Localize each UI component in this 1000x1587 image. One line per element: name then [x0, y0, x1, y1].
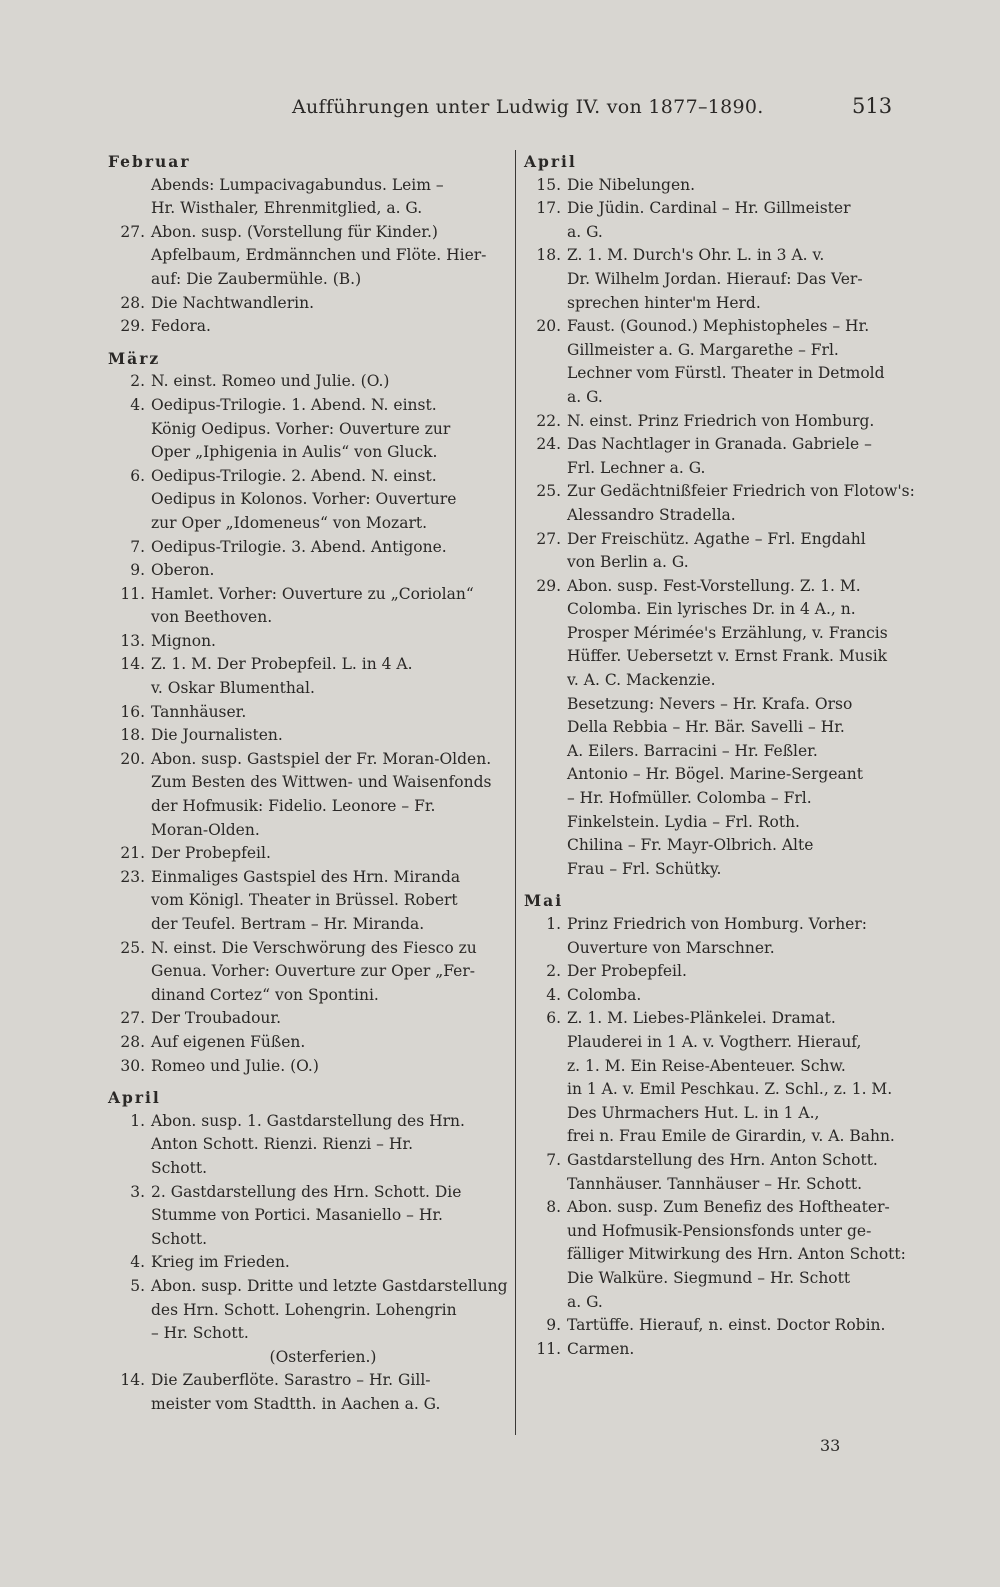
performance-entry	[108, 583, 508, 630]
entry-text	[151, 1110, 508, 1181]
entry-line: Tartüffe. Hierauf, n. einst. Doctor Robin.	[567, 1316, 886, 1335]
entry-line: Die Nibelungen.	[567, 175, 696, 194]
performance-entry	[524, 960, 924, 984]
entry-line: Apfelbaum, Erdmännchen und Flöte. Hier-	[151, 246, 487, 265]
performance-entry	[108, 559, 508, 583]
entry-text	[151, 292, 508, 316]
entry-line: N. einst. Romeo und Julie. (O.)	[151, 372, 390, 391]
performance-entry	[108, 370, 508, 394]
signature-mark: 33	[820, 1436, 841, 1455]
entry-line: meister vom Stadtth. in Aachen a. G.	[151, 1394, 441, 1413]
entry-line: Abon. susp. Fest-Vorstellung. Z. 1. M.	[567, 576, 861, 595]
entry-line: Della Rebbia – Hr. Bär. Savelli – Hr.	[567, 718, 845, 737]
month-heading: April	[524, 152, 577, 171]
entry-line: Gillmeister a. G. Margarethe – Frl.	[567, 340, 839, 359]
entry-line: Z. 1. M. Der Probepfeil. L. in 4 A.	[151, 655, 413, 674]
entry-line: N. einst. Die Verschwörung des Fiesco zu	[151, 938, 477, 957]
entry-text	[567, 1338, 924, 1362]
entry-line: von Berlin a. G.	[567, 553, 689, 572]
entry-line: Oedipus-Trilogie. 2. Abend. N. einst.	[151, 466, 437, 485]
entry-line: fälliger Mitwirkung des Hrn. Anton Schott:	[567, 1245, 906, 1264]
entry-line: Fedora.	[151, 317, 211, 336]
entry-text	[151, 937, 508, 1008]
entry-day-number: 4.	[546, 985, 561, 1004]
entry-day-number: 28.	[120, 1032, 145, 1051]
entry-line: Z. 1. M. Durch's Ohr. L. in 3 A. v.	[567, 246, 825, 265]
entry-text	[567, 174, 924, 198]
performance-entry	[108, 1007, 508, 1031]
entry-day-number: 5.	[130, 1276, 145, 1295]
entry-day-number: 16.	[120, 702, 145, 721]
entry-line: Die Journalisten.	[151, 726, 283, 745]
entry-day-number: 20.	[120, 749, 145, 768]
month-heading: Februar	[108, 152, 191, 171]
performance-entry	[524, 244, 924, 315]
entry-text	[567, 913, 924, 960]
entry-line: Die Nachtwandlerin.	[151, 293, 314, 312]
entry-text	[151, 866, 508, 937]
entry-line: Lechner vom Fürstl. Theater in Detmold	[567, 364, 885, 383]
entry-line: Der Troubadour.	[151, 1009, 282, 1028]
entry-day-number: 27.	[536, 529, 561, 548]
entry-line: Schott.	[151, 1229, 207, 1248]
entry-day-number: 29.	[120, 317, 145, 336]
entry-line: – Hr. Hofmüller. Colomba – Frl.	[567, 789, 812, 808]
entry-line: Alessandro Stradella.	[567, 505, 736, 524]
column-divider	[515, 150, 516, 1435]
performance-entry	[108, 937, 508, 1008]
entry-day-number: 18.	[536, 246, 561, 265]
entry-line: in 1 A. v. Emil Peschkau. Z. Schl., z. 1. M.	[567, 1080, 893, 1099]
entry-line: Oedipus-Trilogie. 1. Abend. N. einst.	[151, 395, 437, 414]
entry-line: v. A. C. Mackenzie.	[567, 671, 716, 690]
entry-line: Zur Gedächtnißfeier Friedrich von Flotow's:	[567, 482, 915, 501]
entry-day-number	[108, 174, 151, 221]
entry-day-number: 1.	[130, 1111, 145, 1130]
entry-line: Einmaliges Gastspiel des Hrn. Miranda	[151, 867, 461, 886]
entry-line: Abon. susp. 1. Gastdarstellung des Hrn.	[151, 1111, 465, 1130]
entry-line: Mignon.	[151, 631, 216, 650]
month-heading: April	[108, 1088, 161, 1108]
performance-entry	[524, 1338, 924, 1362]
entry-text	[567, 1196, 924, 1314]
entry-line: und Hofmusik-Pensionsfonds unter ge-	[567, 1221, 872, 1240]
entry-text	[151, 221, 508, 292]
entry-text	[567, 960, 924, 984]
entry-text	[151, 1007, 508, 1031]
performance-entry	[108, 866, 508, 937]
entry-text	[151, 724, 508, 748]
entry-line: Frau – Frl. Schütky.	[567, 859, 722, 878]
entry-day-number: 29.	[536, 576, 561, 595]
entry-text	[567, 433, 924, 480]
entry-text	[151, 1181, 508, 1252]
entry-line: – Hr. Schott.	[151, 1324, 249, 1343]
performance-entry	[108, 1251, 508, 1275]
entry-text	[151, 394, 508, 465]
entry-line: A. Eilers. Barracini – Hr. Feßler.	[567, 741, 818, 760]
entry-text	[151, 748, 508, 842]
entry-line: Abon. susp. Gastspiel der Fr. Moran-Olden.	[151, 749, 492, 768]
entry-line: Tannhäuser. Tannhäuser – Hr. Schott.	[567, 1174, 862, 1193]
entry-line: Abon. susp. (Vorstellung für Kinder.)	[151, 222, 438, 241]
entry-text	[151, 174, 508, 221]
entry-text	[567, 197, 924, 244]
performance-entry	[108, 1181, 508, 1252]
entry-line: Chilina – Fr. Mayr-Olbrich. Alte	[567, 836, 814, 855]
performance-entry	[108, 174, 508, 221]
left-column	[108, 150, 508, 1416]
entry-day-number: 25.	[536, 482, 561, 501]
entry-line: Des Uhrmachers Hut. L. in 1 A.,	[567, 1103, 820, 1122]
entry-line: Die Jüdin. Cardinal – Hr. Gillmeister	[567, 199, 851, 218]
entry-text	[151, 370, 508, 394]
entry-line: Abon. susp. Dritte und letzte Gastdarstellung	[151, 1276, 508, 1295]
entry-day-number: 30.	[120, 1056, 145, 1075]
entry-day-number: 11.	[120, 584, 145, 603]
entry-day-number	[524, 693, 567, 882]
entry-line: Oberon.	[151, 561, 215, 580]
entry-day-number: 6.	[546, 1009, 561, 1028]
entry-day-number: 23.	[120, 867, 145, 886]
entry-line: Frl. Lechner a. G.	[567, 458, 706, 477]
entry-line: Abon. susp. Zum Benefiz des Hoftheater-	[567, 1198, 890, 1217]
entry-line: sprechen hinter'm Herd.	[567, 293, 761, 312]
entry-line: Colomba.	[567, 985, 642, 1004]
entry-text	[567, 410, 924, 434]
entry-line: Ouverture von Marschner.	[567, 938, 775, 957]
entry-line: von Beethoven.	[151, 608, 273, 627]
performance-entry	[108, 748, 508, 842]
entry-line: Romeo und Julie. (O.)	[151, 1056, 319, 1075]
performance-entry	[524, 1314, 924, 1338]
entry-line: frei n. Frau Emile de Girardin, v. A. Bahn.	[567, 1127, 895, 1146]
entry-line: Schott.	[151, 1158, 207, 1177]
entry-day-number: 9.	[130, 561, 145, 580]
centered-note: (Osterferien.)	[269, 1347, 377, 1366]
entry-line: der Teufel. Bertram – Hr. Miranda.	[151, 915, 425, 933]
entry-line: Moran-Olden.	[151, 820, 260, 839]
entry-line: a. G.	[567, 1292, 603, 1311]
entry-line: des Hrn. Schott. Lohengrin. Lohengrin	[151, 1300, 457, 1319]
performance-entry	[108, 630, 508, 654]
entry-line: Prinz Friedrich von Homburg. Vorher:	[567, 915, 867, 933]
entry-day-number: 4.	[130, 395, 145, 414]
performance-entry	[524, 984, 924, 1008]
entry-text	[567, 244, 924, 315]
performance-entry	[524, 913, 924, 960]
entry-text	[567, 1007, 924, 1149]
entry-line: dinand Cortez“ von Spontini.	[151, 985, 379, 1004]
entry-text	[567, 1314, 924, 1338]
performance-entry	[108, 1031, 508, 1055]
entry-line: Hr. Wisthaler, Ehrenmitglied, a. G.	[151, 199, 423, 218]
entry-text	[567, 575, 924, 693]
performance-entry	[524, 433, 924, 480]
entry-line: Z. 1. M. Liebes-Plänkelei. Dramat.	[567, 1009, 836, 1028]
entry-line: Oedipus in Kolonos. Vorher: Ouverture	[151, 490, 457, 509]
entry-day-number: 27.	[120, 1009, 145, 1028]
entry-text	[151, 315, 508, 339]
entry-text	[567, 480, 924, 527]
performance-entry	[524, 1007, 924, 1149]
entry-text	[151, 1275, 508, 1346]
entry-day-number: 15.	[536, 175, 561, 194]
entry-line: Colomba. Ein lyrisches Dr. in 4 A., n.	[567, 600, 856, 619]
entry-day-number: 11.	[536, 1339, 561, 1358]
entry-day-number: 24.	[536, 435, 561, 454]
performance-entry	[108, 724, 508, 748]
entry-line: Krieg im Frieden.	[151, 1253, 290, 1272]
performance-entry	[108, 1275, 508, 1346]
entry-text	[151, 630, 508, 654]
entry-line: Hamlet. Vorher: Ouverture zu „Coriolan“	[151, 584, 474, 603]
entry-line: Gastdarstellung des Hrn. Anton Schott.	[567, 1150, 878, 1169]
entry-text	[151, 842, 508, 866]
performance-entry	[524, 174, 924, 198]
performance-entry	[108, 1110, 508, 1181]
entry-day-number: 8.	[546, 1198, 561, 1217]
entry-line: Oedipus-Trilogie. 3. Abend. Antigone.	[151, 537, 447, 556]
entry-line: 2. Gastdarstellung des Hrn. Schott. Die	[151, 1182, 462, 1201]
performance-entry	[524, 1196, 924, 1314]
entry-line: Besetzung: Nevers – Hr. Krafa. Orso	[567, 694, 853, 713]
performance-entry	[524, 693, 924, 882]
entry-text	[151, 1369, 508, 1416]
entry-line: auf: Die Zaubermühle. (B.)	[151, 269, 362, 288]
entry-line: zur Oper „Idomeneus“ von Mozart.	[151, 513, 428, 532]
entry-day-number: 2.	[130, 372, 145, 391]
entry-line: Das Nachtlager in Granada. Gabriele –	[567, 435, 872, 454]
entry-day-number: 13.	[120, 631, 145, 650]
page-number: 513	[852, 94, 893, 118]
performance-entry	[524, 1149, 924, 1196]
performance-entry	[108, 221, 508, 292]
entry-line: Die Walküre. Siegmund – Hr. Schott	[567, 1268, 851, 1287]
entry-day-number: 27.	[120, 222, 145, 241]
entry-day-number: 25.	[120, 938, 145, 957]
entry-day-number: 18.	[120, 726, 145, 745]
entry-day-number: 21.	[120, 844, 145, 863]
entry-line: Antonio – Hr. Bögel. Marine-Sergeant	[567, 765, 863, 784]
performance-entry	[524, 480, 924, 527]
entry-line: Plauderei in 1 A. v. Vogtherr. Hierauf,	[567, 1032, 862, 1051]
performance-entry	[108, 842, 508, 866]
entry-text	[151, 653, 508, 700]
entry-line: Anton Schott. Rienzi. Rienzi – Hr.	[151, 1135, 413, 1154]
entry-line: Stumme von Portici. Masaniello – Hr.	[151, 1206, 443, 1225]
entry-line: Auf eigenen Füßen.	[151, 1032, 306, 1051]
performance-entry	[108, 1055, 508, 1079]
entry-text	[151, 583, 508, 630]
entry-day-number: 9.	[546, 1316, 561, 1335]
entry-line: der Hofmusik: Fidelio. Leonore – Fr.	[151, 797, 436, 816]
performance-entry	[524, 315, 924, 409]
entry-day-number: 3.	[130, 1182, 145, 1201]
performance-entry	[108, 292, 508, 316]
entry-text	[151, 1055, 508, 1079]
performance-entry	[108, 1369, 508, 1416]
performance-entry	[108, 701, 508, 725]
entry-text	[151, 559, 508, 583]
entry-line: Faust. (Gounod.) Mephistopheles – Hr.	[567, 317, 870, 336]
entry-line: Abends: Lumpacivagabundus. Leim –	[151, 175, 444, 194]
entry-day-number: 22.	[536, 411, 561, 430]
performance-entry	[524, 410, 924, 434]
performance-entry	[108, 394, 508, 465]
entry-line: N. einst. Prinz Friedrich von Homburg.	[567, 411, 875, 430]
entry-line: Prosper Mérimée's Erzählung, v. Francis	[567, 623, 888, 642]
page-header-title: Aufführungen unter Ludwig IV. von 1877–1890.	[292, 96, 764, 118]
performance-entry	[524, 575, 924, 693]
month-heading: Mai	[524, 891, 564, 911]
entry-line: Die Zauberflöte. Sarastro – Hr. Gill-	[151, 1371, 431, 1390]
entry-line: Der Freischütz. Agathe – Frl. Engdahl	[567, 529, 866, 548]
entry-line: Finkelstein. Lydia – Frl. Roth.	[567, 812, 800, 831]
performance-entry	[108, 536, 508, 560]
entry-text	[151, 536, 508, 560]
entry-day-number: 7.	[546, 1150, 561, 1169]
entry-line: Dr. Wilhelm Jordan. Hierauf: Das Ver-	[567, 269, 863, 288]
entry-line: Der Probepfeil.	[151, 844, 271, 863]
performance-entry	[524, 528, 924, 575]
entry-line: a. G.	[567, 222, 603, 241]
month-heading: März	[108, 348, 161, 368]
entry-text	[567, 693, 924, 882]
entry-line: Hüffer. Uebersetzt v. Ernst Frank. Musik	[567, 647, 888, 666]
entry-day-number: 17.	[536, 199, 561, 218]
entry-text	[151, 1031, 508, 1055]
entry-day-number: 2.	[546, 962, 561, 981]
performance-entry	[524, 197, 924, 244]
entry-line: Genua. Vorher: Ouverture zur Oper „Fer-	[151, 962, 475, 981]
entry-text	[151, 465, 508, 536]
entry-day-number: 1.	[546, 915, 561, 933]
performance-entry	[108, 465, 508, 536]
entry-day-number: 28.	[120, 293, 145, 312]
entry-line: a. G.	[567, 387, 603, 406]
entry-day-number: 6.	[130, 466, 145, 485]
entry-text	[567, 528, 924, 575]
right-column	[524, 150, 924, 1361]
performance-entry	[108, 315, 508, 339]
entry-text	[567, 1149, 924, 1196]
entry-day-number: 14.	[120, 1371, 145, 1390]
entry-line: Zum Besten des Wittwen- und Waisenfonds	[151, 773, 492, 792]
entry-line: Tannhäuser.	[151, 702, 247, 721]
entry-text	[567, 315, 924, 409]
entry-text	[151, 1251, 508, 1275]
entry-text	[567, 984, 924, 1008]
performance-entry	[108, 653, 508, 700]
entry-line: v. Oskar Blumenthal.	[151, 679, 315, 698]
entry-line: Der Probepfeil.	[567, 962, 687, 981]
entry-text	[151, 701, 508, 725]
entry-line: König Oedipus. Vorher: Ouverture zur	[151, 419, 451, 438]
entry-day-number: 4.	[130, 1253, 145, 1272]
entry-line: z. 1. M. Ein Reise-Abenteuer. Schw.	[567, 1056, 846, 1075]
entry-line: Carmen.	[567, 1339, 635, 1358]
entry-line: Oper „Iphigenia in Aulis“ von Gluck.	[151, 443, 438, 462]
entry-day-number: 14.	[120, 655, 145, 674]
entry-line: vom Königl. Theater in Brüssel. Robert	[151, 891, 458, 910]
entry-day-number: 7.	[130, 537, 145, 556]
entry-day-number: 20.	[536, 317, 561, 336]
